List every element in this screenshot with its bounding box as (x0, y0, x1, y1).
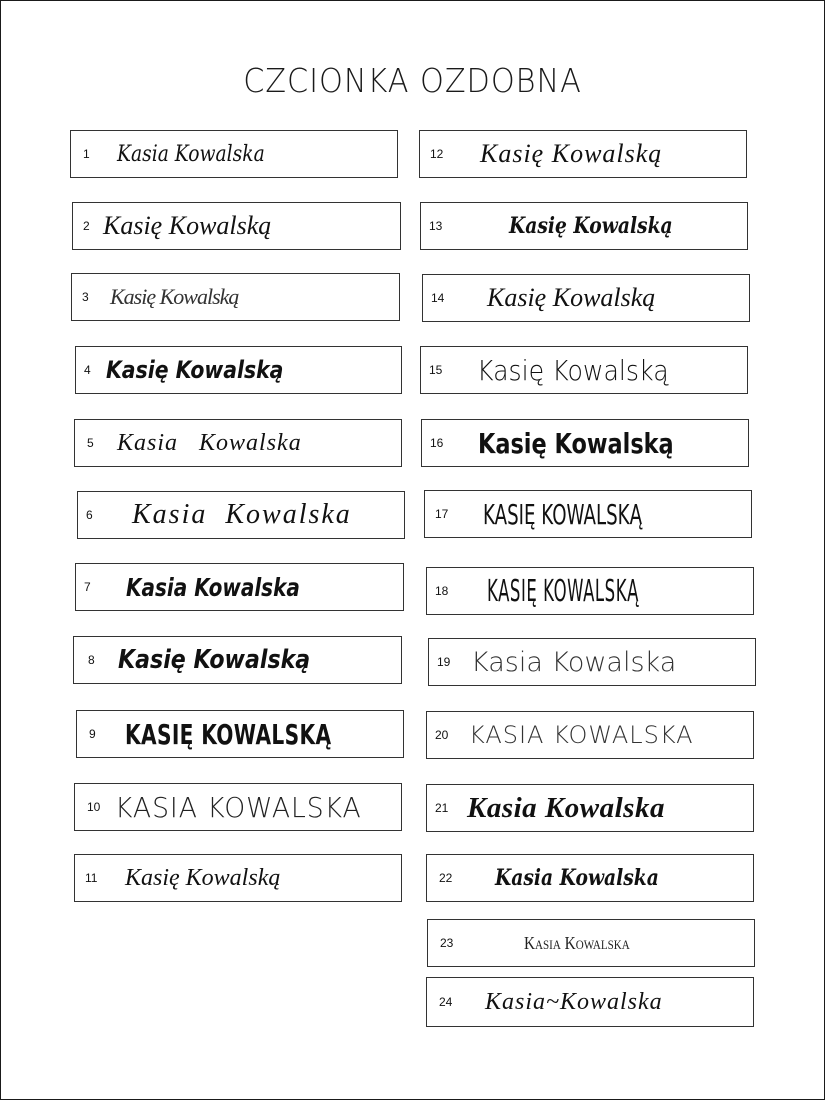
font-sample-3 (71, 273, 400, 321)
sample-number: 6 (86, 508, 93, 522)
font-sample-19 (428, 638, 756, 686)
sample-text: Kasię Kowalską (110, 284, 239, 309)
sample-number: 4 (84, 363, 91, 377)
sample-number: 3 (82, 290, 89, 304)
sample-number: 24 (439, 995, 453, 1009)
sample-number: 19 (437, 655, 451, 669)
sample-text: Kasia Kowalska (495, 865, 659, 891)
sample-text: Kasię Kowalską (118, 645, 311, 675)
font-sample-8 (73, 636, 402, 684)
font-sample-1 (70, 130, 398, 178)
sample-number: 13 (429, 219, 443, 233)
font-sample-9 (76, 710, 404, 758)
sample-number: 22 (439, 871, 453, 885)
sample-text: Kasię Kowalską (480, 139, 663, 168)
font-sample-15 (420, 346, 748, 394)
sample-text: Kasia Kowalska (117, 141, 265, 167)
font-sample-11 (74, 854, 402, 902)
sample-text: KASIA KOWALSKA (469, 721, 694, 749)
sample-text: Kasię Kowalską (103, 211, 272, 240)
sample-number: 12 (430, 147, 444, 161)
sample-number: 9 (89, 727, 96, 741)
font-sample-22 (426, 854, 754, 902)
font-sample-24 (426, 977, 754, 1027)
font-sample-23 (427, 919, 755, 967)
font-sample-10 (74, 783, 402, 831)
sample-text: KASIĘ KOWALSKĄ (125, 717, 332, 751)
sample-text: Kasia Kowalska (126, 572, 300, 602)
sample-number: 23 (440, 936, 454, 950)
font-sample-4 (75, 346, 402, 394)
font-sample-13 (420, 202, 748, 250)
sample-number: 1 (83, 147, 90, 161)
sample-number: 16 (430, 436, 444, 450)
sample-text: Kasię Kowalską (106, 356, 284, 384)
sample-number: 5 (87, 436, 94, 450)
sample-text: Kasia Kowalska (471, 646, 677, 678)
sample-text: Kasię Kowalską (487, 283, 656, 312)
font-sample-18 (426, 567, 754, 615)
page-title: CZCIONKA OZDOBNA (243, 61, 582, 100)
sample-number: 7 (84, 580, 91, 594)
font-sample-2 (72, 202, 401, 250)
sample-text: Kasię Kowalską (125, 864, 281, 891)
sample-text: Kasię Kowalską (477, 353, 669, 387)
font-sample-7 (75, 563, 404, 611)
font-sample-5 (74, 419, 402, 467)
sample-text: KASIĘ KOWALSKĄ (483, 497, 643, 531)
font-sample-14 (422, 274, 750, 322)
sample-number: 20 (435, 728, 449, 742)
sample-text: Kasię Kowalską (478, 426, 674, 460)
font-sample-6 (77, 491, 405, 539)
sample-number: 11 (85, 871, 98, 885)
sample-text: Kasia Kowalska (467, 791, 665, 824)
sample-text: Kasia Kowalska (117, 429, 302, 456)
font-sample-17 (424, 490, 752, 538)
font-sample-20 (426, 711, 754, 759)
sample-number: 18 (435, 584, 449, 598)
sample-text: KASIA KOWALSKA (115, 790, 362, 824)
sample-number: 2 (83, 219, 90, 233)
sample-number: 17 (435, 507, 449, 521)
sample-number: 14 (431, 291, 445, 305)
sample-text: KASIĘ KOWALSKĄ (487, 573, 639, 609)
sample-number: 10 (87, 800, 101, 814)
font-sample-21 (426, 784, 754, 832)
sample-number: 15 (429, 363, 443, 377)
sample-number: 21 (435, 801, 449, 815)
font-sample-12 (419, 130, 747, 178)
font-sample-16 (421, 419, 749, 467)
sample-text: Kasia Kowalska (132, 499, 352, 530)
sample-text: Kasia~Kowalska (485, 988, 663, 1015)
sample-number: 8 (88, 653, 95, 667)
sample-text: Kasię Kowalską (509, 213, 673, 239)
sample-text: Kasia Kowalska (524, 932, 630, 953)
